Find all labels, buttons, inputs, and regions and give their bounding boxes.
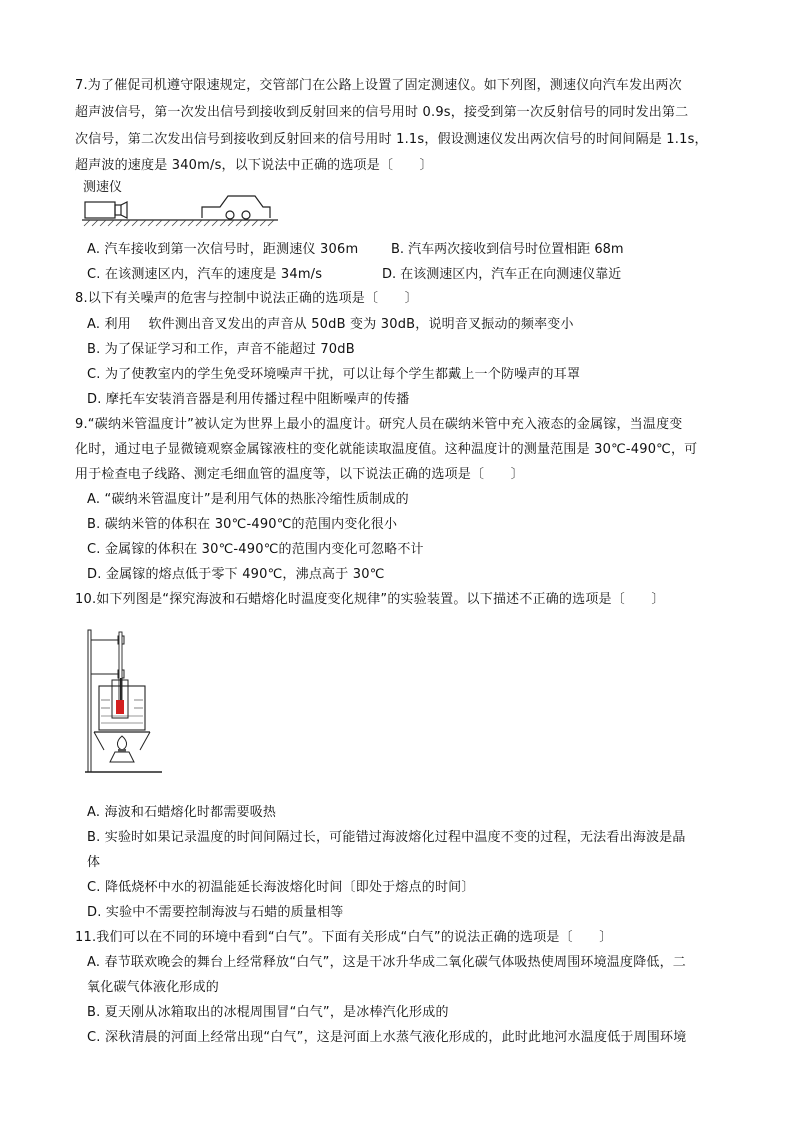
car-body <box>202 196 270 218</box>
speed-camera-figure <box>80 180 280 230</box>
q7-option-d[interactable]: D. 在该测速区内，汽车正在向测速仪靠近 <box>382 267 622 282</box>
q10-stem: 10.如下列图是“探究海波和石蜡熔化时温度变化规律”的实验装置。以下描述不正确的选项是〔 〕 <box>75 592 665 607</box>
alcohol-lamp <box>110 752 134 762</box>
q9-option-a[interactable]: A. “碳纳米管温度计”是利用气体的热胀冷缩性质制成的 <box>87 492 409 507</box>
q7-line-1: 7.为了催促司机遵守限速规定，交管部门在公路上设置了固定测速仪。如下列图，测速仪向汽车发出两次 <box>75 78 682 93</box>
q10-option-a[interactable]: A. 海波和石蜡熔化时都需要吸热 <box>87 805 277 820</box>
car-wheel-front <box>226 211 234 219</box>
q10-option-b[interactable]: B. 实验时如果记录温度的时间间隔过长，可能错过海波熔化过程中温度不变的过程，无法看出海波是晶 <box>87 830 686 845</box>
q9-option-d[interactable]: D. 金属镓的熔点低于零下 490℃，沸点高于 30℃ <box>87 567 385 582</box>
q9-option-c[interactable]: C. 金属镓的体积在 30℃-490℃的范围内变化可忽略不计 <box>87 542 424 557</box>
q10-option-d[interactable]: D. 实验中不需要控制海波与石蜡的质量相等 <box>87 905 344 920</box>
q11-option-a-cont: 氧化碳气体液化形成的 <box>87 980 220 995</box>
q9-option-b[interactable]: B. 碳纳米管的体积在 30℃-490℃的范围内变化很小 <box>87 517 398 532</box>
q8-option-d[interactable]: D. 摩托车安装消音器是利用传播过程中阻断噪声的传播 <box>87 392 410 407</box>
q10-option-b-cont: 体 <box>87 855 101 870</box>
q8-option-c[interactable]: C. 为了使教室内的学生免受环境噪声干扰，可以让每个学生都戴上一个防噪声的耳罩 <box>87 367 581 382</box>
q9-line-3: 用于检查电子线路、测定毛细血管的温度等，以下说法正确的选项是〔 〕 <box>75 467 524 482</box>
q8-option-b[interactable]: B. 为了保证学习和工作，声音不能超过 70dB <box>87 342 355 357</box>
q9-line-2: 化时，通过电子显微镜观察金属镓液柱的变化就能读取温度值。这种温度计的测量范围是 30℃-490℃，可 <box>75 442 698 457</box>
q11-option-c[interactable]: C. 深秋清晨的河面上经常出现“白气”，这是河面上水蒸气液化形成的，此时此地河水温度低于周围环境 <box>87 1030 687 1045</box>
q8-stem: 8.以下有关噪声的危害与控制中说法正确的选项是〔 〕 <box>75 291 418 306</box>
car-wheel-rear <box>242 211 250 219</box>
stand-rod <box>88 630 91 772</box>
road-hatching <box>84 220 274 226</box>
q9-line-1: 9.“碳纳米管温度计”被认定为世界上最小的温度计。研究人员在碳纳米管中充入液态的金属镓，当温度变 <box>75 417 683 432</box>
flame-icon <box>117 736 126 750</box>
q7-line-4: 超声波的速度是 340m/s，以下说法中正确的选项是〔 〕 <box>75 158 433 173</box>
q7-line-3: 次信号，第二次发出信号到接收到反射回来的信号用时 1.1s，假设测速仪发出两次信号的时间间隔是 1.1s， <box>75 132 708 147</box>
q7-line-2: 超声波信号，第一次发出信号到接收到反射回来的信号用时 0.9s，接受到第一次反射信号的同时发出第二 <box>75 105 689 120</box>
sample-in-tube <box>116 700 124 714</box>
speed-camera-label: 测速仪 <box>83 180 123 195</box>
q7-option-a[interactable]: A. 汽车接收到第一次信号时，距测速仪 306m <box>87 242 359 257</box>
q8-option-a[interactable]: A. 利用 软件测出音叉发出的声音从 50dB 变为 30dB，说明音叉振动的频率变小 <box>87 317 574 332</box>
speed-camera-drawing <box>80 180 280 230</box>
q7-option-c[interactable]: C. 在该测速区内，汽车的速度是 34m/s <box>87 267 323 282</box>
q10-option-c[interactable]: C. 降低烧杯中水的初温能延长海波熔化时间〔即处于熔点的时间〕 <box>87 880 475 895</box>
q11-option-b[interactable]: B. 夏天刚从冰箱取出的冰棍周围冒“白气”，是冰棒汽化形成的 <box>87 1005 449 1020</box>
speed-camera-lens <box>115 205 121 215</box>
melting-apparatus-figure <box>82 628 162 776</box>
speed-camera-box <box>85 202 115 218</box>
q11-stem: 11.我们可以在不同的环境中看到“白气”。下面有关形成“白气”的说法正确的选项是〔 〕 <box>75 930 613 945</box>
melting-apparatus-drawing <box>82 628 162 776</box>
q7-option-b[interactable]: B. 汽车两次接收到信号时位置相距 68m <box>391 242 624 257</box>
q11-option-a[interactable]: A. 春节联欢晚会的舞台上经常释放“白气”，这是干冰升华成二氧化碳气体吸热使周围环境温度降低，二 <box>87 955 686 970</box>
